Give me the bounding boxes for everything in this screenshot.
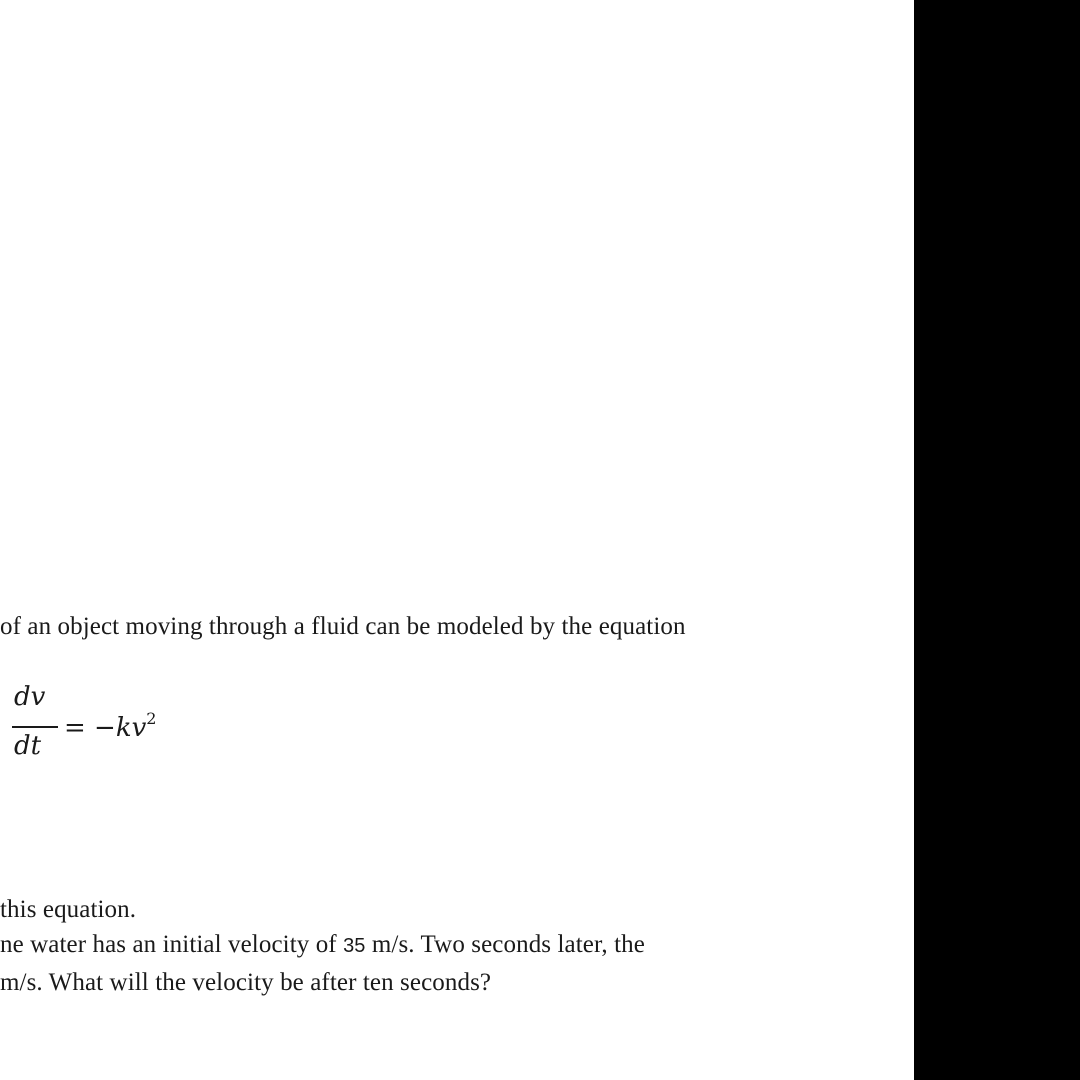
initial-velocity-value: 35 xyxy=(343,935,366,957)
problem-question-line: m/s. What will the velocity be after ten seconds? xyxy=(0,969,492,996)
problem-part-b-text-start: ne water has an initial velocity of xyxy=(0,931,344,958)
equation-exponent: 2 xyxy=(146,709,157,728)
problem-intro-line: of an object moving through a fluid can be modeled by the equation xyxy=(0,613,686,640)
equation-equals-minus: = − xyxy=(64,713,116,743)
equation-numerator: dv xyxy=(14,682,46,712)
black-margin xyxy=(914,0,1080,1080)
fraction-bar xyxy=(12,726,58,728)
equation-variable: kv xyxy=(115,713,147,743)
problem-part-b-line xyxy=(0,932,645,957)
equation-denominator: dt xyxy=(14,731,42,761)
problem-part-b-text-end: m/s. Two seconds later, the xyxy=(365,931,645,958)
problem-part-a-line: this equation. xyxy=(0,896,137,923)
equation-right-side xyxy=(64,711,156,741)
